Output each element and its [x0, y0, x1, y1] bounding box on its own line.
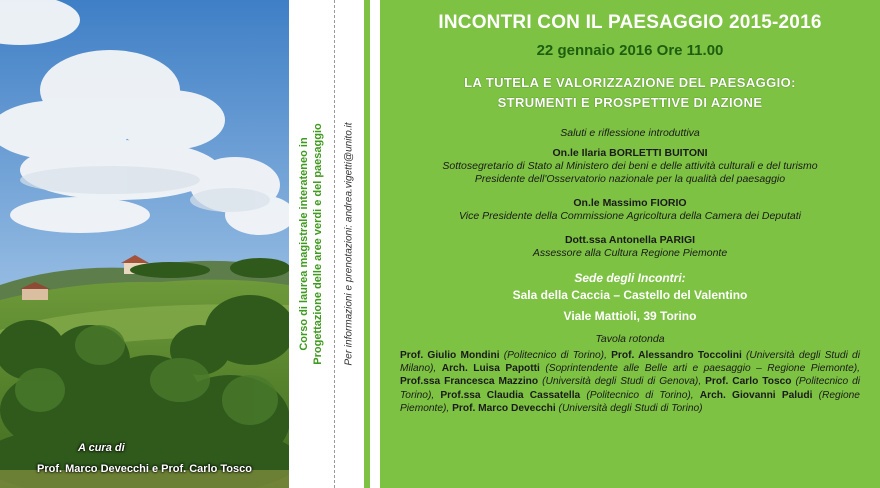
- panelists-list: [400, 349, 860, 415]
- panelist-name: Prof. Alessandro Toccolini: [611, 350, 742, 361]
- speaker2-role: Vice Presidente della Commissione Agricoltura della Camera dei Deputati: [458, 210, 801, 222]
- panelist-affiliation: (Politecnico di Torino),: [580, 389, 700, 401]
- speaker1-role1: Sottosegretario di Stato al Ministero dei beni e delle attività culturali e del turismo: [442, 160, 818, 172]
- panelist-affiliation: (Regione Piemonte),: [400, 389, 860, 414]
- panelist-affiliation: (Politecnico di Torino),: [499, 350, 612, 361]
- landscape-photo: [0, 0, 289, 488]
- course-line2: Progettazione delle aree verdi e del paesaggio: [312, 123, 324, 365]
- panelist-name: Prof.ssa Francesca Mazzino: [400, 376, 539, 388]
- panelist-affiliation: (Università degli Studi di Genova),: [538, 376, 706, 388]
- panelist-name: Arch. Giovanni Paludi: [699, 389, 813, 401]
- venue-label: Sede degli Incontri:: [574, 271, 686, 285]
- panelist-affiliation: (Università degli Studi di Torino): [555, 402, 703, 414]
- speaker2-name: On.le Massimo FIORIO: [573, 197, 687, 209]
- panelist-name: Prof. Marco Devecchi: [452, 402, 556, 414]
- event-subtitle: [380, 73, 880, 113]
- round-table-label: Tavola rotonda: [595, 333, 665, 345]
- speaker3-section: [380, 234, 880, 260]
- greetings-section: [380, 127, 880, 186]
- contact-info: Per informazioni e prenotazioni: andrea.vigetti@unito.it: [343, 122, 355, 366]
- subtitle-line2: STRUMENTI E PROSPETTIVE DI AZIONE: [497, 95, 763, 110]
- green-divider: [364, 0, 370, 488]
- credit-names: Prof. Marco Devecchi e Prof. Carlo Tosco: [37, 463, 252, 475]
- venue-line1: Sala della Caccia – Castello del Valentino: [512, 288, 748, 302]
- speaker1-role2: Presidente dell'Osservatorio nazionale per la qualità del paesaggio: [474, 173, 786, 185]
- greetings-label: Saluti e riflessione introduttiva: [560, 127, 700, 139]
- event-info-panel: [380, 0, 880, 488]
- panelist-name: Prof. Carlo Tosco: [705, 376, 792, 388]
- fold-line: [334, 0, 335, 488]
- panelist-name: Prof. Giulio Mondini: [400, 350, 500, 361]
- speaker1-name: On.le Ilaria BORLETTI BUITONI: [552, 147, 708, 159]
- event-title: INCONTRI CON IL PAESAGGIO 2015-2016: [438, 12, 822, 33]
- panelist-affiliation: (Università degli Studi di Milano),: [400, 350, 860, 375]
- subtitle-line1: LA TUTELA E VALORIZZAZIONE DEL PAESAGGIO:: [464, 75, 796, 90]
- venue-line2: Viale Mattioli, 39 Torino: [563, 309, 697, 323]
- panelist-affiliation: (Politecnico di Torino),: [400, 376, 861, 401]
- speaker3-name: Dott.ssa Antonella PARIGI: [564, 234, 696, 246]
- panelist-name: Prof.ssa Claudia Cassatella: [440, 389, 581, 401]
- credit-label: A cura di: [78, 442, 125, 454]
- landscape-illustration: [0, 0, 289, 488]
- speaker2-section: [380, 197, 880, 223]
- panelist-name: Arch. Luisa Papotti: [441, 363, 540, 375]
- course-line1: Corso di laurea magistrale interateneo in: [298, 137, 310, 351]
- course-title: [297, 123, 325, 364]
- panelist-affiliation: (Soprintendente alle Belle arti e paesaggio – Regione Piemonte),: [539, 363, 860, 375]
- event-date: 22 gennaio 2016 Ore 11.00: [536, 42, 724, 59]
- speaker3-role: Assessore alla Cultura Regione Piemonte: [532, 247, 728, 259]
